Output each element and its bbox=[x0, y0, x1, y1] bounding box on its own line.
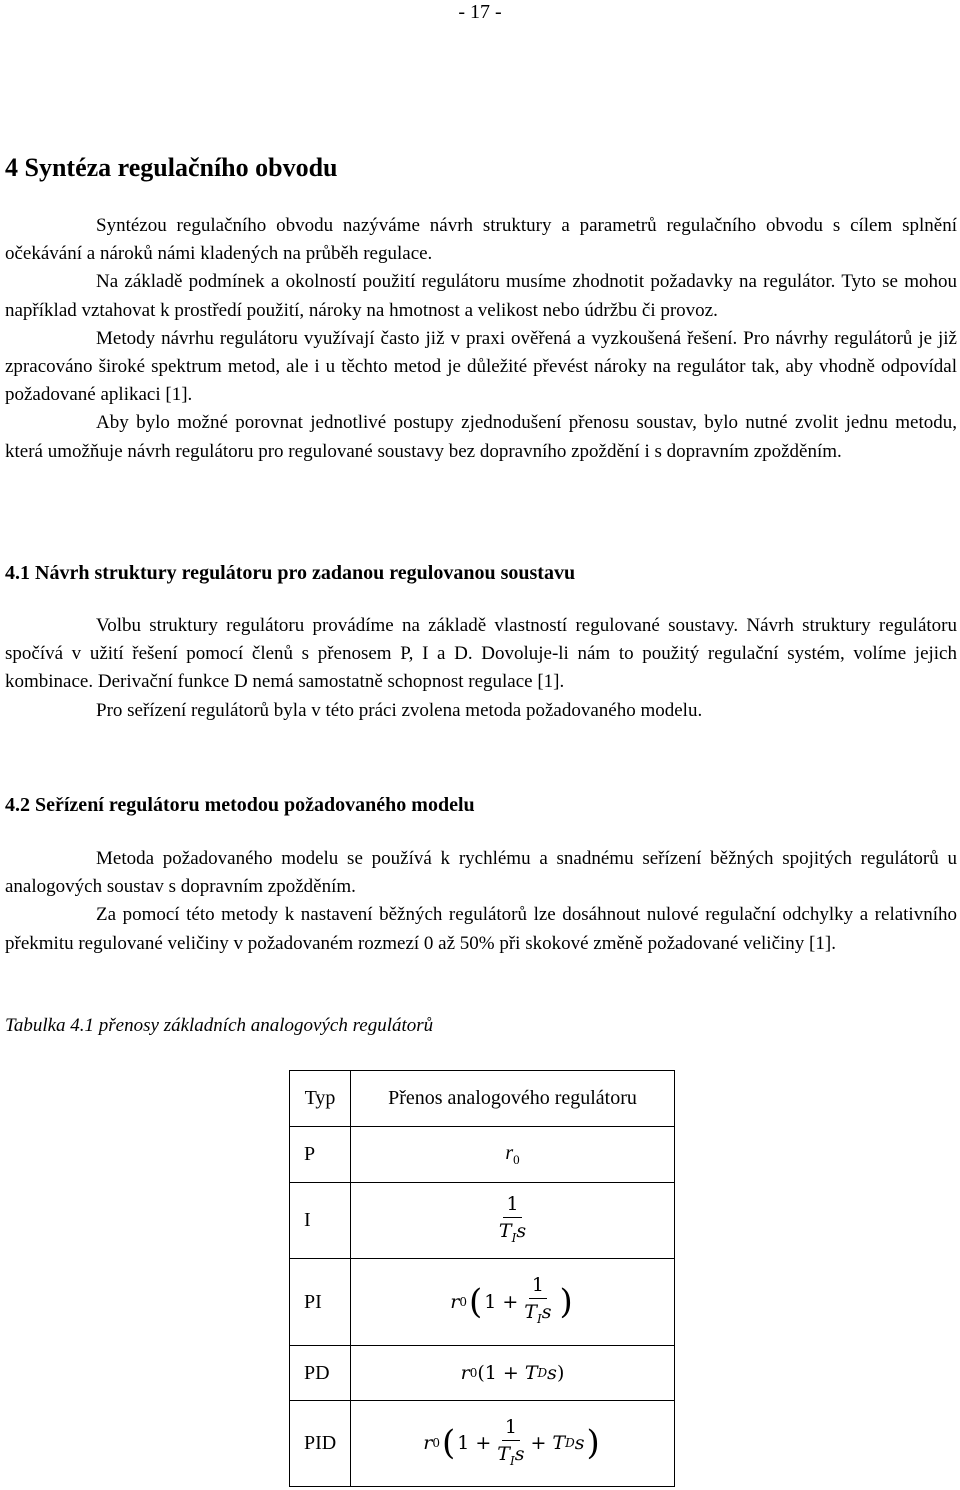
formula-r: r bbox=[505, 1141, 514, 1164]
fraction: $\frac{1}{T_Is}$ bbox=[524, 1274, 552, 1326]
row-formula: r 0 ( 1 + $\frac{1}{T_Is}$ + T D s ) bbox=[351, 1401, 675, 1487]
row-formula: r 0 ( 1 + $\frac{1}{T_Is}$ ) bbox=[351, 1259, 675, 1346]
row-type: P bbox=[290, 1127, 351, 1183]
paragraph: Metody návrhu regulátoru využívají často již v praxi ověřená a vyzkoušená řešení. Pro návrhy regulátorů je již zpracováno široké spektrum metod, ale i u těchto metod je důležité převést nároky na regulátor tak, aby vhodně odpovídal požadované aplikaci [1]. bbox=[5, 327, 957, 406]
row-formula bbox=[351, 1183, 675, 1259]
transfer-functions-table bbox=[289, 1070, 675, 1487]
chapter-heading: 4 Syntéza regulačního obvodu bbox=[5, 153, 338, 182]
paragraph: Volbu struktury regulátoru provádíme na základě vlastností regulované soustavy. Návrh struktury regulátoru spočívá v užití řešení pomocí členů s přenosem P, I a D. Dovoluje-li nám to použitý regulační systém, volíme jejich kombinace. Derivační funkce D nemá samostatně schopnost regulace [1]. bbox=[5, 615, 957, 693]
column-header-transfer: Přenos analogového regulátoru bbox=[351, 1071, 675, 1127]
paragraph: Syntézou regulačního obvodu nazýváme návrh struktury a parametrů regulačního obvodu s cílem splnění očekávání a nároků námi kladených na průběh regulace. bbox=[5, 215, 957, 265]
paragraph: Metoda požadovaného modelu se používá k rychlému a snadnému seřízení běžných spojitých regulátorů u analogových soustav s dopravním zpožděním. bbox=[5, 848, 957, 898]
column-header-type: Typ bbox=[290, 1071, 351, 1127]
paragraph: Aby bylo možné porovnat jednotlivé postupy zjednodušení přenosu soustav, bylo nutné zvolit jednu metodu, která umožňuje návrh regulátoru pro regulované soustavy bez dopravního zpoždění i s dopravním zpožděním. bbox=[5, 412, 957, 462]
paragraph: Pro seřízení regulátorů byla v této práci zvolena metoda požadovaného modelu. bbox=[96, 699, 703, 721]
row-formula bbox=[351, 1127, 675, 1183]
section-4-1-heading: 4.1 Návrh struktury regulátoru pro zadanou regulovanou soustavu bbox=[5, 562, 576, 584]
fraction: $\frac{1}{T_Is}$ bbox=[498, 1192, 527, 1245]
section-4-2-body bbox=[5, 845, 957, 958]
formula-sub: 0 bbox=[513, 1151, 520, 1167]
table-caption: Tabulka 4.1 přenosy základních analogových regulátorů bbox=[5, 1015, 434, 1036]
row-type: PD bbox=[290, 1346, 351, 1401]
table-row bbox=[290, 1183, 675, 1259]
table-header-row bbox=[290, 1071, 675, 1127]
section-4-1-body bbox=[5, 612, 957, 725]
table-row bbox=[290, 1127, 675, 1183]
row-type: I bbox=[290, 1183, 351, 1259]
table-row bbox=[290, 1346, 675, 1401]
table-row bbox=[290, 1401, 675, 1487]
row-type: PI bbox=[290, 1259, 351, 1346]
fraction: $\frac{1}{T_Is}$ bbox=[497, 1415, 525, 1468]
intro-section bbox=[5, 212, 957, 466]
row-type: PID bbox=[290, 1401, 351, 1487]
section-4-2-heading: 4.2 Seřízení regulátoru metodou požadovaného modelu bbox=[5, 794, 475, 816]
page-number: - 17 - bbox=[458, 1, 502, 23]
paragraph: Za pomocí této metody k nastavení běžných regulátorů lze dosáhnout nulové regulační odchylky a relativního překmitu regulované veličiny v požadovaném rozmezí 0 až 50% při skokové změně požadované veličiny [1]. bbox=[5, 904, 957, 954]
row-formula: r 0 (1 + T D s ) bbox=[351, 1346, 675, 1401]
table-row bbox=[290, 1259, 675, 1346]
paragraph: Na základě podmínek a okolností použití regulátoru musíme zhodnotit požadavky na regulátor. Tyto se mohou například vztahovat k prostředí použití, nároky na hmotnost a velikost nebo údržbu či provoz. bbox=[5, 271, 957, 321]
